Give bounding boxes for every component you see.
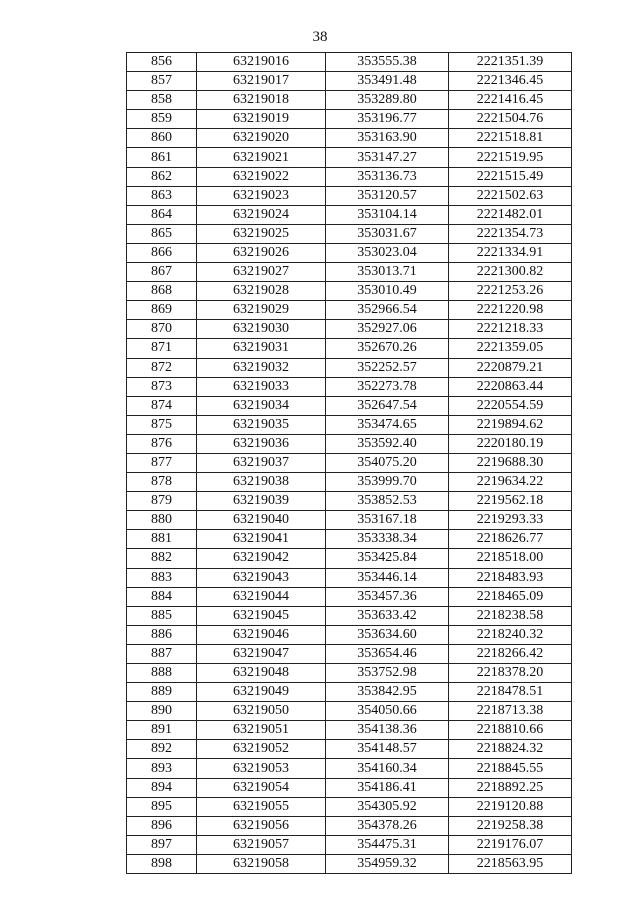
row-index-cell: 893: [127, 759, 197, 778]
row-index-cell: 891: [127, 721, 197, 740]
point-id-cell: 63219026: [197, 243, 326, 262]
point-id-cell: 63219050: [197, 702, 326, 721]
table-row: [127, 339, 572, 358]
row-index-cell: 880: [127, 511, 197, 530]
page-number: 38: [312, 29, 328, 45]
x-coordinate-cell: 354148.57: [326, 740, 449, 759]
y-coordinate-cell: 2221502.63: [449, 186, 572, 205]
y-coordinate-cell: 2218824.32: [449, 740, 572, 759]
point-id-cell: 63219016: [197, 53, 326, 72]
table-row: [127, 625, 572, 644]
x-coordinate-cell: 353446.14: [326, 568, 449, 587]
row-index-cell: 894: [127, 778, 197, 797]
x-coordinate-cell: 353999.70: [326, 473, 449, 492]
point-id-cell: 63219022: [197, 167, 326, 186]
y-coordinate-cell: 2219634.22: [449, 473, 572, 492]
row-index-cell: 860: [127, 129, 197, 148]
x-coordinate-cell: 353163.90: [326, 129, 449, 148]
x-coordinate-cell: 353120.57: [326, 186, 449, 205]
row-index-cell: 863: [127, 186, 197, 205]
point-id-cell: 63219055: [197, 797, 326, 816]
table-row: [127, 282, 572, 301]
point-id-cell: 63219036: [197, 434, 326, 453]
table-row: [127, 492, 572, 511]
table-row: [127, 205, 572, 224]
row-index-cell: 869: [127, 301, 197, 320]
point-id-cell: 63219029: [197, 301, 326, 320]
row-index-cell: 888: [127, 664, 197, 683]
x-coordinate-cell: 353338.34: [326, 530, 449, 549]
x-coordinate-cell: 353023.04: [326, 243, 449, 262]
table-row: [127, 167, 572, 186]
point-id-cell: 63219037: [197, 453, 326, 472]
point-id-cell: 63219033: [197, 377, 326, 396]
x-coordinate-cell: 352252.57: [326, 358, 449, 377]
point-id-cell: 63219046: [197, 625, 326, 644]
row-index-cell: 865: [127, 224, 197, 243]
row-index-cell: 873: [127, 377, 197, 396]
x-coordinate-cell: 353555.38: [326, 53, 449, 72]
table-row: [127, 358, 572, 377]
point-id-cell: 63219019: [197, 110, 326, 129]
x-coordinate-cell: 354475.31: [326, 835, 449, 854]
table-row: [127, 606, 572, 625]
point-id-cell: 63219018: [197, 91, 326, 110]
y-coordinate-cell: 2218483.93: [449, 568, 572, 587]
x-coordinate-cell: 352966.54: [326, 301, 449, 320]
x-coordinate-cell: 353031.67: [326, 224, 449, 243]
row-index-cell: 887: [127, 644, 197, 663]
y-coordinate-cell: 2220180.19: [449, 434, 572, 453]
x-coordinate-cell: 353852.53: [326, 492, 449, 511]
table-row: [127, 740, 572, 759]
point-id-cell: 63219043: [197, 568, 326, 587]
row-index-cell: 897: [127, 835, 197, 854]
y-coordinate-cell: 2218713.38: [449, 702, 572, 721]
x-coordinate-cell: 354050.66: [326, 702, 449, 721]
table-row: [127, 835, 572, 854]
point-id-cell: 63219040: [197, 511, 326, 530]
table-row: [127, 129, 572, 148]
point-id-cell: 63219025: [197, 224, 326, 243]
y-coordinate-cell: 2218465.09: [449, 587, 572, 606]
y-coordinate-cell: 2218626.77: [449, 530, 572, 549]
row-index-cell: 861: [127, 148, 197, 167]
y-coordinate-cell: 2220879.21: [449, 358, 572, 377]
table-row: [127, 434, 572, 453]
y-coordinate-cell: 2220863.44: [449, 377, 572, 396]
point-id-cell: 63219056: [197, 816, 326, 835]
y-coordinate-cell: 2218478.51: [449, 683, 572, 702]
row-index-cell: 877: [127, 453, 197, 472]
table-row: [127, 549, 572, 568]
table-row: [127, 415, 572, 434]
row-index-cell: 870: [127, 320, 197, 339]
row-index-cell: 867: [127, 263, 197, 282]
row-index-cell: 885: [127, 606, 197, 625]
point-id-cell: 63219049: [197, 683, 326, 702]
y-coordinate-cell: 2218892.25: [449, 778, 572, 797]
x-coordinate-cell: 353425.84: [326, 549, 449, 568]
row-index-cell: 898: [127, 854, 197, 873]
row-index-cell: 884: [127, 587, 197, 606]
row-index-cell: 868: [127, 282, 197, 301]
row-index-cell: 895: [127, 797, 197, 816]
y-coordinate-cell: 2218266.42: [449, 644, 572, 663]
row-index-cell: 874: [127, 396, 197, 415]
y-coordinate-cell: 2220554.59: [449, 396, 572, 415]
x-coordinate-cell: 354160.34: [326, 759, 449, 778]
x-coordinate-cell: 352273.78: [326, 377, 449, 396]
y-coordinate-cell: 2221346.45: [449, 72, 572, 91]
y-coordinate-cell: 2221359.05: [449, 339, 572, 358]
table-row: [127, 110, 572, 129]
x-coordinate-cell: 353167.18: [326, 511, 449, 530]
y-coordinate-cell: 2219120.88: [449, 797, 572, 816]
point-id-cell: 63219041: [197, 530, 326, 549]
y-coordinate-cell: 2221351.39: [449, 53, 572, 72]
x-coordinate-cell: 353289.80: [326, 91, 449, 110]
point-id-cell: 63219034: [197, 396, 326, 415]
x-coordinate-cell: 352647.54: [326, 396, 449, 415]
point-id-cell: 63219039: [197, 492, 326, 511]
y-coordinate-cell: 2218810.66: [449, 721, 572, 740]
table-row: [127, 797, 572, 816]
row-index-cell: 866: [127, 243, 197, 262]
x-coordinate-cell: 353592.40: [326, 434, 449, 453]
row-index-cell: 889: [127, 683, 197, 702]
table-row: [127, 511, 572, 530]
table-row: [127, 530, 572, 549]
point-id-cell: 63219038: [197, 473, 326, 492]
x-coordinate-cell: 354378.26: [326, 816, 449, 835]
row-index-cell: 864: [127, 205, 197, 224]
row-index-cell: 859: [127, 110, 197, 129]
point-id-cell: 63219044: [197, 587, 326, 606]
table-row: [127, 453, 572, 472]
table-row: [127, 816, 572, 835]
point-id-cell: 63219047: [197, 644, 326, 663]
coordinates-table-body: [127, 53, 572, 874]
point-id-cell: 63219028: [197, 282, 326, 301]
point-id-cell: 63219052: [197, 740, 326, 759]
row-index-cell: 883: [127, 568, 197, 587]
point-id-cell: 63219042: [197, 549, 326, 568]
point-id-cell: 63219048: [197, 664, 326, 683]
row-index-cell: 886: [127, 625, 197, 644]
x-coordinate-cell: 353136.73: [326, 167, 449, 186]
point-id-cell: 63219017: [197, 72, 326, 91]
table-row: [127, 243, 572, 262]
x-coordinate-cell: 354138.36: [326, 721, 449, 740]
table-row: [127, 301, 572, 320]
x-coordinate-cell: 353491.48: [326, 72, 449, 91]
row-index-cell: 876: [127, 434, 197, 453]
row-index-cell: 879: [127, 492, 197, 511]
point-id-cell: 63219053: [197, 759, 326, 778]
x-coordinate-cell: 353196.77: [326, 110, 449, 129]
row-index-cell: 856: [127, 53, 197, 72]
y-coordinate-cell: 2218563.95: [449, 854, 572, 873]
x-coordinate-cell: 353654.46: [326, 644, 449, 663]
y-coordinate-cell: 2221519.95: [449, 148, 572, 167]
x-coordinate-cell: 353842.95: [326, 683, 449, 702]
coordinates-table: [126, 52, 572, 874]
table-row: [127, 473, 572, 492]
y-coordinate-cell: 2221334.91: [449, 243, 572, 262]
table-row: [127, 148, 572, 167]
x-coordinate-cell: 353013.71: [326, 263, 449, 282]
table-row: [127, 72, 572, 91]
x-coordinate-cell: 352670.26: [326, 339, 449, 358]
table-row: [127, 683, 572, 702]
x-coordinate-cell: 353474.65: [326, 415, 449, 434]
row-index-cell: 872: [127, 358, 197, 377]
y-coordinate-cell: 2218378.20: [449, 664, 572, 683]
point-id-cell: 63219027: [197, 263, 326, 282]
point-id-cell: 63219057: [197, 835, 326, 854]
y-coordinate-cell: 2221218.33: [449, 320, 572, 339]
row-index-cell: 881: [127, 530, 197, 549]
y-coordinate-cell: 2219562.18: [449, 492, 572, 511]
table-row: [127, 186, 572, 205]
table-row: [127, 778, 572, 797]
row-index-cell: 882: [127, 549, 197, 568]
x-coordinate-cell: 353634.60: [326, 625, 449, 644]
y-coordinate-cell: 2221416.45: [449, 91, 572, 110]
table-row: [127, 854, 572, 873]
table-row: [127, 702, 572, 721]
row-index-cell: 871: [127, 339, 197, 358]
y-coordinate-cell: 2218845.55: [449, 759, 572, 778]
row-index-cell: 862: [127, 167, 197, 186]
table-row: [127, 224, 572, 243]
row-index-cell: 896: [127, 816, 197, 835]
y-coordinate-cell: 2219688.30: [449, 453, 572, 472]
point-id-cell: 63219020: [197, 129, 326, 148]
table-row: [127, 587, 572, 606]
x-coordinate-cell: 353752.98: [326, 664, 449, 683]
row-index-cell: 875: [127, 415, 197, 434]
point-id-cell: 63219035: [197, 415, 326, 434]
point-id-cell: 63219054: [197, 778, 326, 797]
row-index-cell: 890: [127, 702, 197, 721]
table-row: [127, 664, 572, 683]
point-id-cell: 63219031: [197, 339, 326, 358]
point-id-cell: 63219051: [197, 721, 326, 740]
y-coordinate-cell: 2221515.49: [449, 167, 572, 186]
y-coordinate-cell: 2221253.26: [449, 282, 572, 301]
x-coordinate-cell: 353010.49: [326, 282, 449, 301]
x-coordinate-cell: 354959.32: [326, 854, 449, 873]
table-row: [127, 377, 572, 396]
y-coordinate-cell: 2218238.58: [449, 606, 572, 625]
row-index-cell: 892: [127, 740, 197, 759]
table-row: [127, 568, 572, 587]
table-row: [127, 644, 572, 663]
y-coordinate-cell: 2219894.62: [449, 415, 572, 434]
x-coordinate-cell: 354186.41: [326, 778, 449, 797]
table-row: [127, 53, 572, 72]
x-coordinate-cell: 353457.36: [326, 587, 449, 606]
y-coordinate-cell: 2221220.98: [449, 301, 572, 320]
y-coordinate-cell: 2221354.73: [449, 224, 572, 243]
y-coordinate-cell: 2221300.82: [449, 263, 572, 282]
point-id-cell: 63219058: [197, 854, 326, 873]
y-coordinate-cell: 2221504.76: [449, 110, 572, 129]
x-coordinate-cell: 354305.92: [326, 797, 449, 816]
table-row: [127, 759, 572, 778]
row-index-cell: 878: [127, 473, 197, 492]
y-coordinate-cell: 2221518.81: [449, 129, 572, 148]
x-coordinate-cell: 353104.14: [326, 205, 449, 224]
y-coordinate-cell: 2218518.00: [449, 549, 572, 568]
x-coordinate-cell: 353633.42: [326, 606, 449, 625]
table-row: [127, 396, 572, 415]
table-row: [127, 263, 572, 282]
y-coordinate-cell: 2219176.07: [449, 835, 572, 854]
x-coordinate-cell: 354075.20: [326, 453, 449, 472]
point-id-cell: 63219045: [197, 606, 326, 625]
row-index-cell: 857: [127, 72, 197, 91]
point-id-cell: 63219023: [197, 186, 326, 205]
table-row: [127, 320, 572, 339]
row-index-cell: 858: [127, 91, 197, 110]
x-coordinate-cell: 352927.06: [326, 320, 449, 339]
x-coordinate-cell: 353147.27: [326, 148, 449, 167]
y-coordinate-cell: 2219258.38: [449, 816, 572, 835]
point-id-cell: 63219030: [197, 320, 326, 339]
point-id-cell: 63219024: [197, 205, 326, 224]
y-coordinate-cell: 2218240.32: [449, 625, 572, 644]
y-coordinate-cell: 2221482.01: [449, 205, 572, 224]
table-row: [127, 91, 572, 110]
y-coordinate-cell: 2219293.33: [449, 511, 572, 530]
point-id-cell: 63219021: [197, 148, 326, 167]
table-row: [127, 721, 572, 740]
point-id-cell: 63219032: [197, 358, 326, 377]
